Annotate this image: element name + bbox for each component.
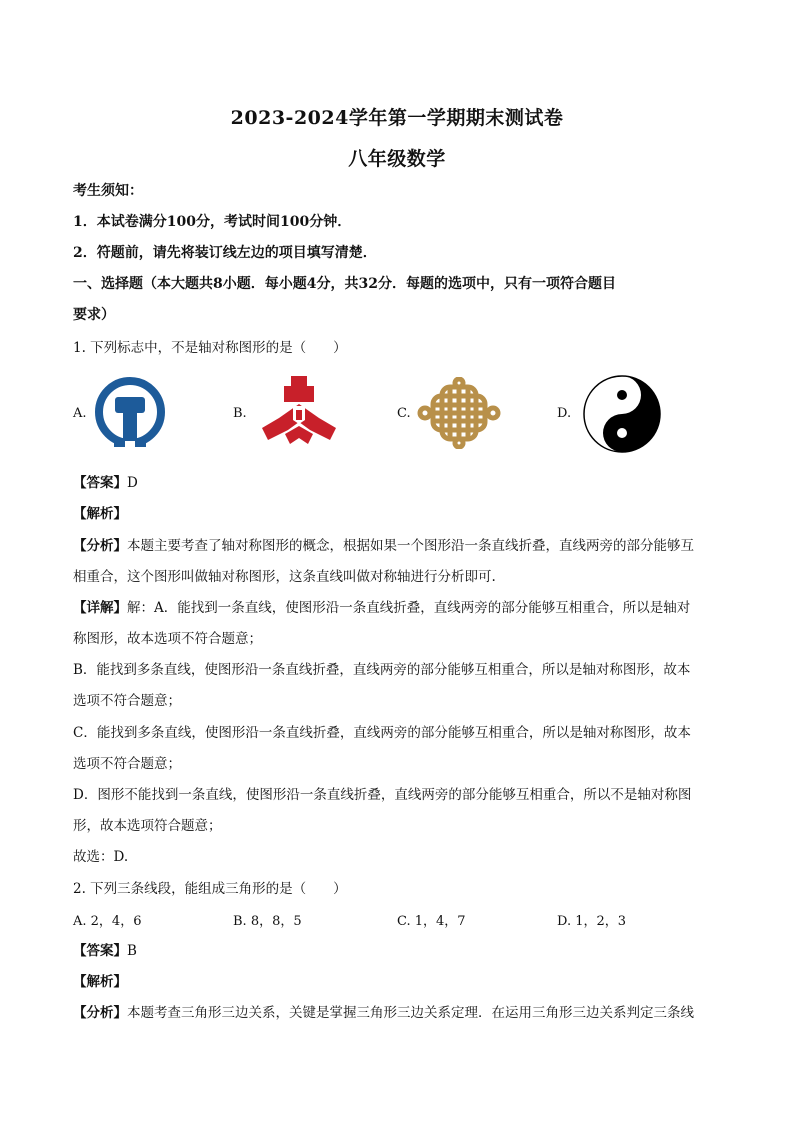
notice-heading: 考生须知： (73, 183, 143, 199)
q1-fenxi-2: 相重合，这个图形叫做轴对称图形，这条直线叫做对称轴进行分析即可. (73, 569, 496, 585)
q1-analysis-tag: 【解析】 (73, 506, 127, 522)
q2-option-c: C. 1，4，7 (397, 914, 466, 929)
q2-fenxi-1 (73, 1003, 723, 1023)
q2-analysis-tag: 【解析】 (73, 974, 127, 990)
notice-item-1: 1．本试卷满分100分，考试时间100分钟． (73, 214, 352, 230)
q2-fenxi-text: 本题考查三角形三边关系，关键是掌握三角形三边关系定理．在运用三角形三边关系判定三条线 (127, 1005, 694, 1021)
option-a-label: A. (73, 406, 87, 421)
q1-detail-8: 形，故本选项符合题意； (73, 818, 222, 834)
railway-logo-icon (90, 374, 170, 454)
q2-option-d: D. 1，2，3 (557, 914, 627, 929)
q1-detail-6: 选项不符合题意； (73, 756, 181, 772)
question-1-stem: 1. 下列标志中，不是轴对称图形的是（ ） (73, 340, 347, 356)
option-b-label: B. (233, 406, 247, 421)
q1-detail-text: 解：A．能找到一条直线，使图形沿一条直线折叠，直线两旁的部分能够互相重合，所以是轴对 (127, 600, 691, 616)
notice-item-2: 2．符题前，请先将装订线左边的项目填写清楚． (73, 245, 377, 261)
q1-fenxi-1 (73, 536, 723, 556)
q1-detail-2: 称图形，故本选项不符合题意； (73, 631, 262, 647)
q1-detail-4: 选项不符合题意； (73, 693, 181, 709)
page-title: 2023-2024学年第一学期期末测试卷 (230, 107, 564, 129)
q1-detail-5: C．能找到多条直线，使图形沿一条直线折叠，直线两旁的部分能够互相重合，所以是轴对称图形，故本 (73, 725, 691, 741)
question-2-stem: 2. 下列三条线段，能组成三角形的是（ ） (73, 881, 347, 897)
answer-tag: 【答案】 (73, 943, 127, 959)
section-heading: 一、选择题（本大题共8小题．每小题4分，共32分．每题的选项中，只有一项符合题目 (73, 276, 616, 292)
q1-answer-line (73, 473, 723, 493)
q1-detail-3: B．能找到多条直线，使图形沿一条直线折叠，直线两旁的部分能够互相重合，所以是轴对称图形，故本 (73, 662, 691, 678)
page-subtitle: 八年级数学 (348, 148, 446, 170)
q2-option-b: B. 8，8，5 (233, 914, 302, 929)
red-emblem-icon (258, 376, 340, 450)
detail-tag: 【详解】 (73, 600, 127, 616)
q1-conclusion: 故选：D. (73, 849, 129, 865)
q2-answer: B (127, 943, 137, 959)
yin-yang-icon (582, 374, 662, 454)
q1-detail-7: D．图形不能找到一条直线，使图形沿一条直线折叠，直线两旁的部分能够互相重合，所以不是轴对称图 (73, 787, 692, 803)
option-c-label: C. (397, 406, 411, 421)
q2-option-a: A. 2，4，6 (73, 914, 142, 929)
fenxi-tag: 【分析】 (73, 1005, 127, 1021)
section-heading-cont: 要求） (73, 307, 115, 323)
answer-tag: 【答案】 (73, 475, 127, 491)
option-d-label: D. (557, 406, 572, 421)
q2-answer-line (73, 941, 723, 961)
q1-fenxi-text: 本题主要考查了轴对称图形的概念，根据如果一个图形沿一条直线折叠，直线两旁的部分能够互 (127, 538, 694, 554)
q1-detail-1 (73, 598, 723, 618)
fenxi-tag: 【分析】 (73, 538, 127, 554)
chinese-knot-icon (416, 377, 502, 449)
q1-answer: D (127, 475, 138, 491)
